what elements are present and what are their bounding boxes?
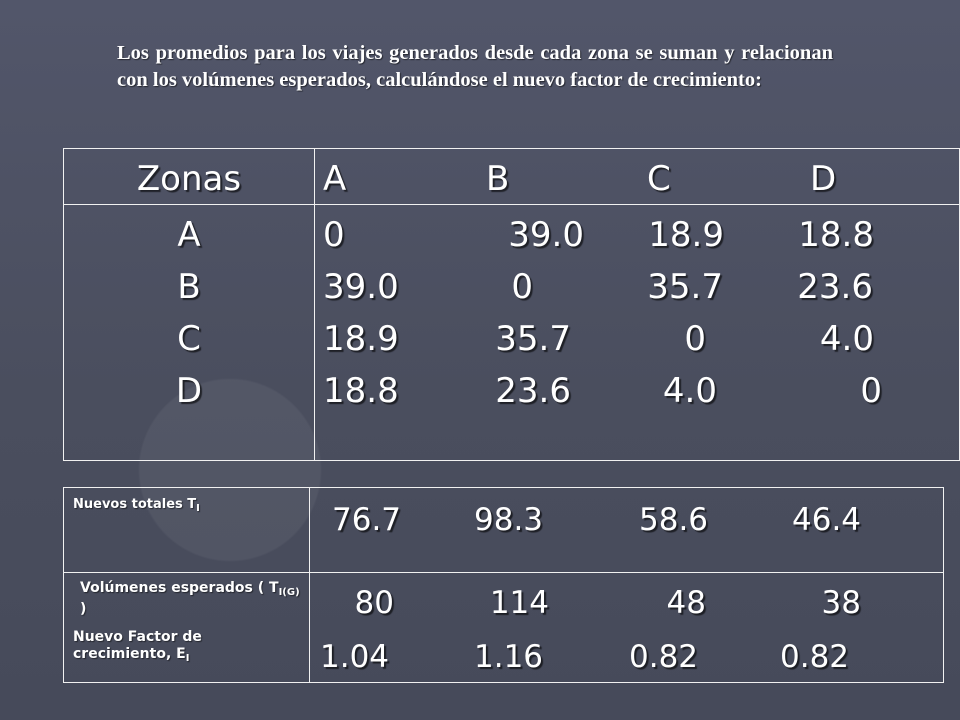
expected-label-end: ) [80, 601, 87, 617]
growth-factor-label [73, 629, 273, 667]
col-header-c: C [647, 159, 671, 199]
factor-b: 1.16 [474, 639, 544, 675]
matrix-cell: 39.0 [323, 267, 399, 307]
matrix-cell: 0 [323, 215, 345, 255]
expected-b: 114 [489, 585, 549, 621]
trip-matrix-table [63, 148, 960, 461]
matrix-cell: 18.9 [648, 215, 724, 255]
row-header-d: D [175, 371, 203, 411]
expected-label-sub: I(G) [278, 587, 300, 598]
growth-factor-label-sub: I [185, 653, 190, 664]
col-header-d: D [810, 159, 837, 199]
matrix-cell: 35.7 [495, 319, 571, 359]
col-header-b: B [486, 159, 510, 199]
matrix-cell: 0 [684, 319, 706, 359]
matrix-cell: 23.6 [797, 267, 873, 307]
totals-table [63, 487, 944, 683]
matrix-cell: 4.0 [662, 371, 717, 411]
matrix-cell: 39.0 [508, 215, 584, 255]
matrix-cell: 0 [511, 267, 533, 307]
factor-c: 0.82 [629, 639, 699, 675]
new-totals-label-text: Nuevos totales T [73, 497, 197, 512]
factor-a: 1.04 [320, 639, 390, 675]
matrix-cell: 4.0 [819, 319, 874, 359]
matrix-cell: 18.9 [323, 319, 399, 359]
matrix-cell: 0 [860, 371, 882, 411]
col-header-a: A [323, 159, 347, 199]
new-total-c: 58.6 [639, 502, 709, 538]
expected-volumes-label [73, 580, 305, 618]
new-total-b: 98.3 [474, 502, 544, 538]
matrix-header-divider [64, 204, 959, 205]
new-totals-label-sub: I [196, 503, 200, 514]
matrix-column-divider [314, 149, 315, 460]
totals-column-divider [309, 488, 310, 682]
intro-paragraph: Los promedios para los viajes generados desde cada zona se suman y relacionan con los volúmenes esperados, calculándose el nuevo factor de crecimiento: [117, 42, 833, 91]
expected-d: 38 [821, 585, 861, 621]
matrix-cell: 23.6 [495, 371, 571, 411]
expected-a: 80 [354, 585, 394, 621]
totals-row-divider [64, 572, 943, 573]
row-header-a: A [177, 215, 201, 255]
growth-factor-label-text: Nuevo Factor de crecimiento, E [73, 629, 202, 662]
new-total-d: 46.4 [792, 502, 862, 538]
zonas-header: Zonas [136, 159, 242, 199]
matrix-cell: 18.8 [323, 371, 399, 411]
row-header-b: B [177, 267, 201, 307]
row-header-c: C [177, 319, 201, 359]
new-totals-label [73, 496, 303, 517]
new-total-a: 76.7 [332, 502, 402, 538]
expected-label-text: Volúmenes esperados ( T [80, 580, 279, 596]
matrix-cell: 18.8 [798, 215, 874, 255]
expected-c: 48 [666, 585, 706, 621]
matrix-cell: 35.7 [647, 267, 723, 307]
factor-d: 0.82 [780, 639, 850, 675]
